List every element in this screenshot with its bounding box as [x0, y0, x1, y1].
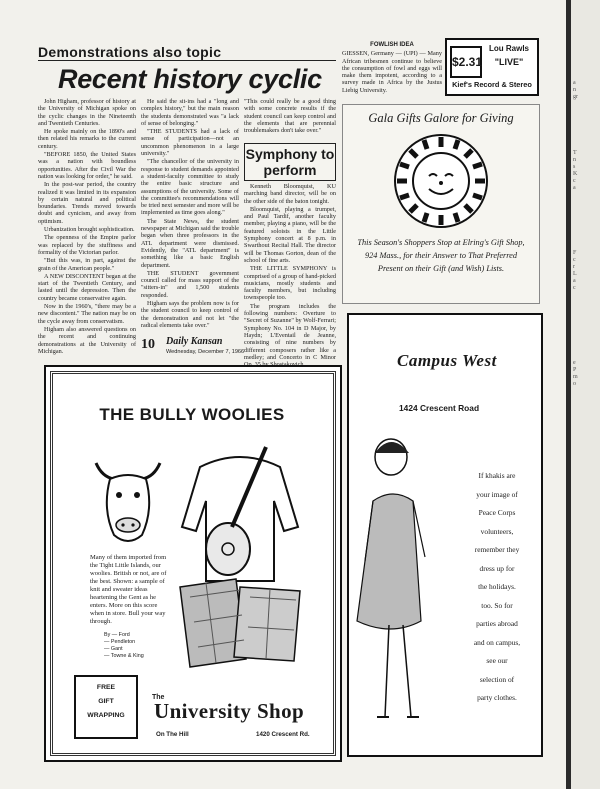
article-paragraph: "The chancellor of the university in response to student demands appointed a student-faculty committee to study the entire basic structure and assumptions of the university. Some of the committee's recommendations will be tried next semester and more will be implemented as time goes along."	[141, 158, 239, 217]
copy-line: the holidays.	[478, 582, 516, 591]
sun-face-icon	[391, 131, 491, 231]
price-tag: $2.31	[450, 46, 482, 78]
brand-item: By — Ford	[104, 632, 130, 638]
symphony-paragraph: Kenneth Bloomquist, KU marching band director, will be on the other side of the baton tonight.	[244, 183, 336, 205]
article-paragraph: Higham says the problem now is for the student council to keep control of the demonstration and not let "the radical elements take over."	[141, 300, 239, 329]
adjacent-page-edge: a n gr T n s K c a F c r L a c e P m o	[571, 0, 600, 789]
free-line: FREE	[96, 684, 116, 691]
free-line: GIFT	[98, 698, 114, 705]
article-paragraph: Urbanization brought sophistication.	[44, 226, 135, 234]
article-paragraph: The openness of the Empire parlor was replaced by the stuffiness and formality of the Victorian parlor.	[38, 234, 136, 256]
brand-item: — Pendleton	[104, 639, 136, 645]
campus-west-ad	[347, 313, 543, 757]
sweater-guitar-illustration	[170, 437, 310, 669]
article-paragraph: "BEFORE 1850, the United States was a nation with boundless opportunities. After the Civil War the nation was looking for order," he said.	[38, 151, 136, 180]
artist-name: Lou Rawls	[488, 44, 529, 53]
shop-address: 1420 Crescent Rd.	[256, 731, 310, 738]
article-paragraph: In the post-war period, the country realized it was limited in its expansion by certain natural and political boundaries. Trends moved towards doubt and cynicism, and away from optimism.	[38, 181, 136, 225]
article-column-2	[141, 98, 239, 329]
article-paragraph: "This could really be a good thing with some concrete results if the student council can keep control and the elements that are perennial troublemakers don't take over."	[244, 98, 336, 135]
copy-line: and on campus,	[473, 637, 521, 647]
gala-copy: This Season's Shoppers Stop at Elring's Gift Shop, 924 Mass., for their Answer to That Preferred Present on their Gift (and Wish) Lists.	[357, 238, 525, 273]
store-name: Kief's Record & Stereo	[452, 80, 532, 89]
copy-line: see our	[486, 656, 508, 665]
free-line: WRAPPING	[87, 712, 125, 719]
gala-gifts-ad	[342, 104, 540, 304]
copy-line: If khakis are	[478, 471, 516, 480]
fowl-headline: FOWLISH IDEA	[370, 42, 414, 48]
fowl-brief	[342, 42, 442, 102]
brand-item: — Gant	[104, 646, 123, 652]
brand-list	[104, 632, 174, 660]
copy-line: volunteers,	[480, 526, 514, 536]
brand-item: — Towne & King	[104, 653, 144, 659]
university-shop-logo: University Shop	[154, 699, 305, 723]
article-kicker: Demonstrations also topic	[38, 44, 222, 60]
shop-location: On The Hill	[156, 731, 189, 738]
free-gift-wrapping-box	[74, 675, 138, 739]
gala-title: Gala Gifts Galore for Giving	[368, 111, 514, 125]
copy-line: dress up for	[479, 563, 515, 573]
copy-line: parties abroad	[476, 619, 518, 628]
bully-woolies-copy: Many of them imported from the Tight Little Islands, our woolies. British or not, are of the best. Shown: a sample of knit and sweater ideas heartening the Gent as he enters. More on this score when in store. Bull your way through.	[90, 554, 167, 625]
article-paragraph: Now in the 1960's, "there may be a new discontent." The nation may be on the cycle away from conservatism.	[38, 303, 136, 325]
copy-line: too. So for	[481, 600, 513, 610]
article-column-1	[38, 98, 136, 360]
symphony-paragraph: Bloomquist, playing a trumpet, and Paul Tardif, another faculty member, playing a piano, will be the featured soloists in the Little Symphony concert at 8 p.m. in Swarthout Recital Hall. The director will be Thomas Gorton, dean of the school of fine arts.	[244, 205, 336, 264]
article-paragraph: John Higham, professor of history at the University of Michigan spoke on the cyclic changes in the Nineteenth and Twentieth Centuries.	[38, 98, 136, 127]
copy-line: selection of	[479, 674, 515, 684]
article-paragraph: THE STUDENT government council called for mass support of the "sitters-in" and 1,500 students responded.	[141, 269, 239, 299]
campus-west-logo: Campus West	[397, 351, 497, 370]
copy-line: party clothes.	[477, 693, 517, 702]
article-paragraph: A NEW DISCONTENT began at the start of the Twentieth Century, and lasted until the depression. Then the country became conservative again.	[38, 272, 136, 302]
copy-line: your image of	[476, 489, 518, 499]
shop-article: The	[152, 694, 165, 701]
woman-illustration	[359, 431, 457, 731]
article-column-3	[244, 98, 336, 138]
article-paragraph: "But this was, in part, against the grain of the American people."	[38, 257, 136, 272]
copy-line: Peace Corps	[478, 508, 516, 517]
symphony-headline: Symphony to perform	[245, 146, 335, 178]
campus-west-address: 1424 Crescent Road	[399, 403, 480, 413]
album-title: "LIVE"	[494, 57, 524, 67]
article-paragraph: The State News, the student newspaper at Michigan said the trouble began when three professors in the ATL department were dismissed. Evidently, the "ATL department" is something like a basic English department.	[141, 217, 239, 269]
bull-head-icon	[88, 453, 168, 549]
article-paragraph: Higham also answered questions on the recent and continuing demonstrations at the University of Michigan.	[38, 325, 136, 355]
newspaper-name: Daily Kansan	[166, 336, 223, 347]
kicker-rule	[38, 60, 336, 61]
article-headline: Recent history cyclic	[58, 64, 322, 94]
article-paragraph: "THE STUDENTS had a lack of sense of participation—not an uncommon phenomenon in a large university."	[141, 128, 239, 158]
bully-woolies-title: THE BULLY WOOLIES	[99, 405, 285, 424]
symphony-headline-box	[244, 143, 336, 181]
bully-woolies-ad	[44, 365, 342, 762]
issue-date: Wednesday, December 7, 1966	[166, 349, 245, 355]
page-number: 10	[141, 337, 155, 352]
campus-west-copy	[457, 467, 537, 708]
lou-rawls-ad	[445, 38, 539, 96]
symphony-paragraph: The program includes the following numbers: Overture to "Secret of Suzanne" by Wolf-Ferrari; Symphony No. 104 in D Major, by Haydn; L'Eventail de Jeanne, consisting of nine numbers by different composers rather like a medley; and Concerto in C Minor	[244, 302, 336, 361]
copy-line: remember they	[474, 545, 520, 554]
article-paragraph: He spoke mainly on the 1890's and then related his remarks to the current century.	[38, 128, 136, 150]
article-paragraph: He said the sit-ins had a "long and complex history," but the main reason the students demonstrated was "a lack of sense of belonging."	[141, 98, 239, 127]
symphony-paragraph: THE LITTLE SYMPHONY is comprised of a group of hand-picked musicians, mostly students and faculty members, but including townspeople too.	[244, 265, 336, 302]
fowl-text: GIESSEN, Germany — (UPI) — Many African tribesmen continue to believe the consumption of fowl and eggs will make them impotent, according to a survey made in Africa by the Justus Liebig University.	[342, 50, 442, 94]
